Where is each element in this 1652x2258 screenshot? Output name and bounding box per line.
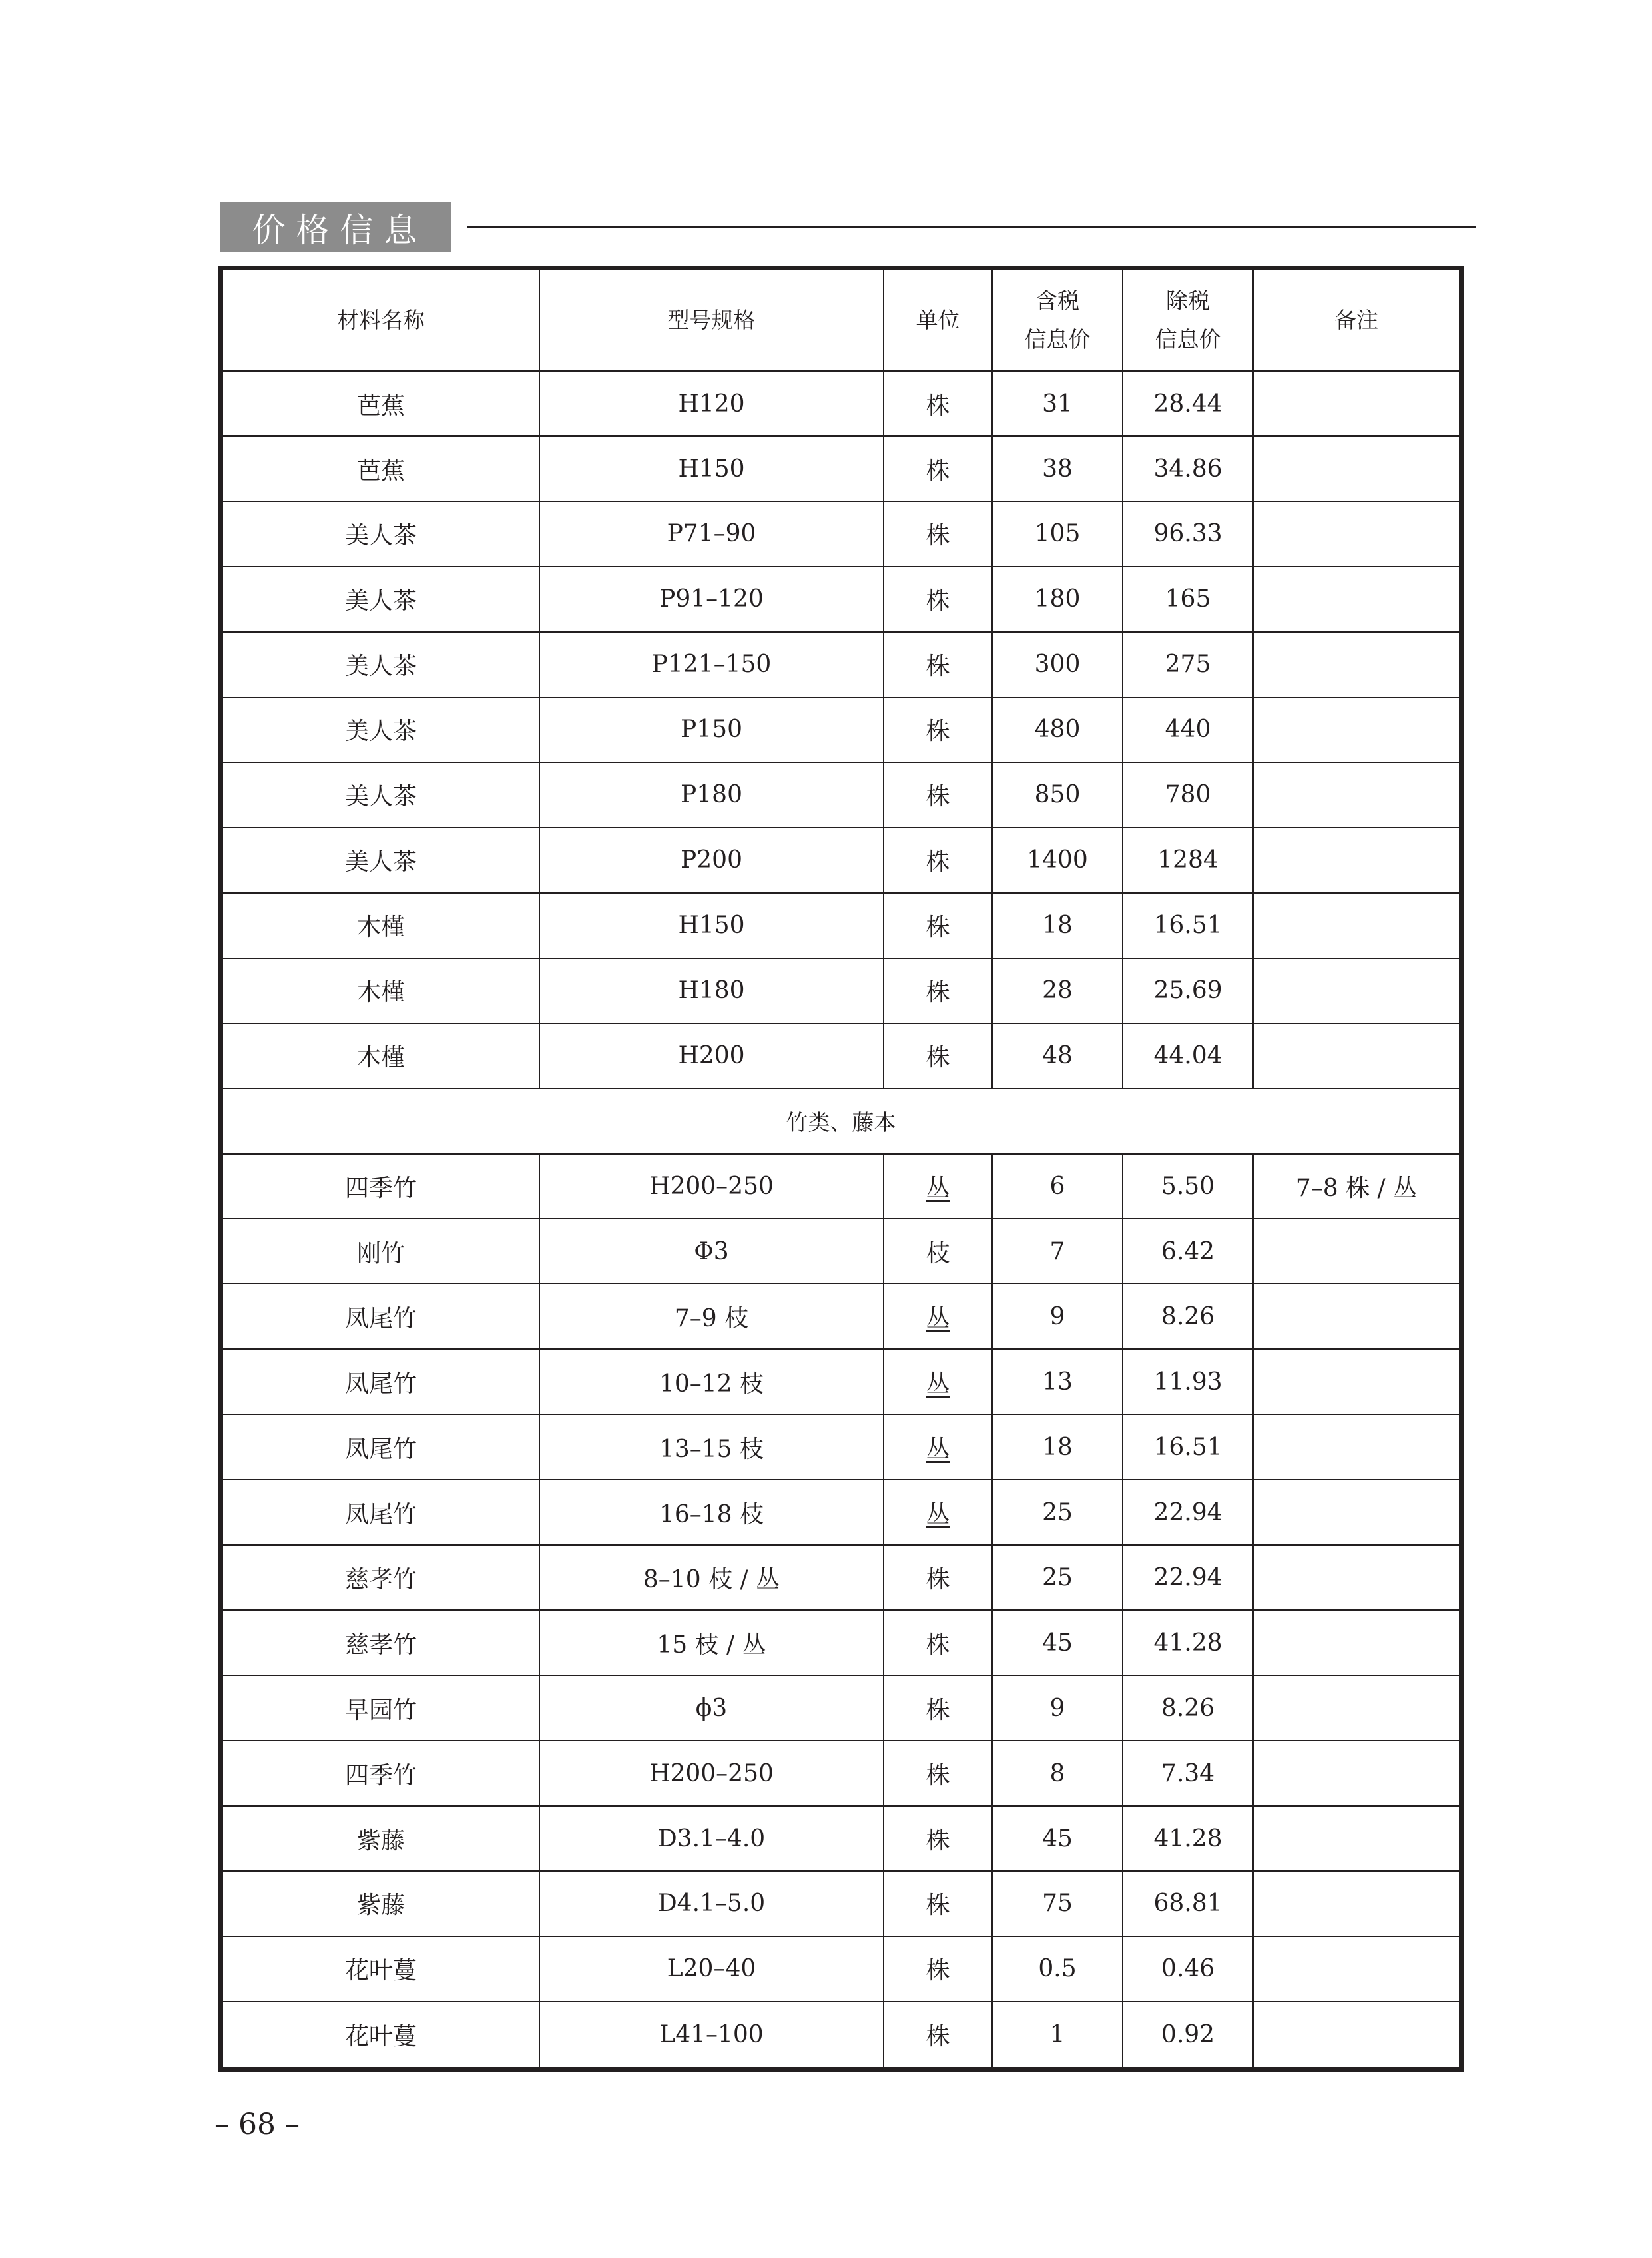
cell-unit: 株 — [884, 567, 992, 632]
price-table — [223, 270, 1459, 2067]
cell-name: 美人茶 — [223, 501, 539, 567]
cell-tax-excl: 7.34 — [1123, 1741, 1253, 1806]
cell-remark — [1253, 632, 1459, 697]
cell-spec: P200 — [539, 828, 884, 893]
cell-name: 凤尾竹 — [223, 1349, 539, 1414]
cell-remark — [1253, 1414, 1459, 1480]
table-row — [223, 1871, 1459, 1936]
cell-spec: 16–18 枝 — [539, 1480, 884, 1545]
cell-remark — [1253, 1610, 1459, 1675]
cell-remark — [1253, 1675, 1459, 1741]
cell-tax-incl: 18 — [992, 1414, 1123, 1480]
cell-remark — [1253, 567, 1459, 632]
cell-remark — [1253, 697, 1459, 762]
cell-name: 花叶蔓 — [223, 2002, 539, 2067]
header-tax-excl — [1123, 270, 1253, 371]
cell-spec: H200 — [539, 1023, 884, 1089]
cell-spec: H180 — [539, 958, 884, 1023]
cell-tax-excl: 275 — [1123, 632, 1253, 697]
cell-name: 凤尾竹 — [223, 1284, 539, 1349]
header-tax-incl-line2: 信息价 — [1024, 326, 1091, 353]
cell-unit: 株 — [884, 1610, 992, 1675]
cell-tax-excl: 41.28 — [1123, 1806, 1253, 1871]
cell-name: 木槿 — [223, 1023, 539, 1089]
cell-remark — [1253, 2002, 1459, 2067]
cell-unit: 株 — [884, 1023, 992, 1089]
table-row — [223, 1284, 1459, 1349]
cell-spec: L41–100 — [539, 2002, 884, 2067]
cell-spec: H150 — [539, 893, 884, 958]
cell-spec: 13–15 枝 — [539, 1414, 884, 1480]
cell-spec: D4.1–5.0 — [539, 1871, 884, 1936]
cell-spec: 7–9 枝 — [539, 1284, 884, 1349]
cell-spec: 8–10 枝 / 丛 — [539, 1545, 884, 1610]
cell-name: 芭蕉 — [223, 371, 539, 436]
cell-name: 花叶蔓 — [223, 1936, 539, 2002]
cell-name: 木槿 — [223, 958, 539, 1023]
cell-remark — [1253, 1349, 1459, 1414]
table-row — [223, 762, 1459, 828]
cell-tax-incl: 1400 — [992, 828, 1123, 893]
cell-remark — [1253, 828, 1459, 893]
header-remark: 备注 — [1253, 270, 1459, 371]
table-row — [223, 1741, 1459, 1806]
cell-unit: 株 — [884, 436, 992, 501]
cell-unit: 株 — [884, 1871, 992, 1936]
cell-remark — [1253, 1480, 1459, 1545]
table-row — [223, 371, 1459, 436]
table-row — [223, 958, 1459, 1023]
table-row — [223, 828, 1459, 893]
cell-spec: ϕ3 — [539, 1675, 884, 1741]
cell-unit: 株 — [884, 958, 992, 1023]
cell-tax-incl: 25 — [992, 1480, 1123, 1545]
cell-unit: 枝 — [884, 1219, 992, 1284]
cell-tax-excl: 0.46 — [1123, 1936, 1253, 2002]
cell-tax-excl: 6.42 — [1123, 1219, 1253, 1284]
cell-tax-excl: 165 — [1123, 567, 1253, 632]
cell-name: 凤尾竹 — [223, 1480, 539, 1545]
cell-tax-incl: 75 — [992, 1871, 1123, 1936]
table-row — [223, 1480, 1459, 1545]
cell-remark — [1253, 1936, 1459, 2002]
table-row — [223, 632, 1459, 697]
cell-unit: 株 — [884, 893, 992, 958]
cell-unit: 株 — [884, 1741, 992, 1806]
cell-spec: D3.1–4.0 — [539, 1806, 884, 1871]
table-row — [223, 1219, 1459, 1284]
cell-tax-incl: 25 — [992, 1545, 1123, 1610]
cell-unit: 丛 — [884, 1154, 992, 1219]
cell-remark — [1253, 371, 1459, 436]
section-title: 价格信息 — [220, 202, 451, 252]
cell-spec: Φ3 — [539, 1219, 884, 1284]
cell-tax-excl: 68.81 — [1123, 1871, 1253, 1936]
cell-unit: 丛 — [884, 1480, 992, 1545]
cell-tax-incl: 850 — [992, 762, 1123, 828]
cell-unit: 株 — [884, 371, 992, 436]
cell-name: 四季竹 — [223, 1741, 539, 1806]
cell-tax-excl: 41.28 — [1123, 1610, 1253, 1675]
cell-name: 美人茶 — [223, 697, 539, 762]
table-row — [223, 501, 1459, 567]
cell-tax-incl: 31 — [992, 371, 1123, 436]
cell-tax-excl: 8.26 — [1123, 1284, 1253, 1349]
table-row — [223, 893, 1459, 958]
header-name: 材料名称 — [223, 270, 539, 371]
cell-spec: H150 — [539, 436, 884, 501]
cell-tax-excl: 25.69 — [1123, 958, 1253, 1023]
cell-name: 美人茶 — [223, 828, 539, 893]
header-tax-incl — [992, 270, 1123, 371]
section-row — [223, 1089, 1459, 1154]
cell-name: 美人茶 — [223, 762, 539, 828]
cell-remark — [1253, 1545, 1459, 1610]
cell-unit: 丛 — [884, 1414, 992, 1480]
table-row — [223, 1675, 1459, 1741]
cell-name: 慈孝竹 — [223, 1610, 539, 1675]
cell-unit: 株 — [884, 1806, 992, 1871]
cell-tax-excl: 780 — [1123, 762, 1253, 828]
cell-spec: H120 — [539, 371, 884, 436]
table-row — [223, 1154, 1459, 1219]
cell-unit: 株 — [884, 632, 992, 697]
cell-tax-excl: 44.04 — [1123, 1023, 1253, 1089]
table-row — [223, 1349, 1459, 1414]
table-row — [223, 697, 1459, 762]
table-row — [223, 567, 1459, 632]
header-unit: 单位 — [884, 270, 992, 371]
cell-name: 美人茶 — [223, 632, 539, 697]
cell-tax-excl: 16.51 — [1123, 1414, 1253, 1480]
cell-tax-incl: 48 — [992, 1023, 1123, 1089]
cell-name: 木槿 — [223, 893, 539, 958]
cell-tax-incl: 13 — [992, 1349, 1123, 1414]
cell-unit: 株 — [884, 501, 992, 567]
cell-remark — [1253, 958, 1459, 1023]
cell-spec: 15 枝 / 丛 — [539, 1610, 884, 1675]
cell-tax-incl: 0.5 — [992, 1936, 1123, 2002]
cell-spec: 10–12 枝 — [539, 1349, 884, 1414]
cell-tax-incl: 180 — [992, 567, 1123, 632]
cell-remark: 7–8 株 / 丛 — [1253, 1154, 1459, 1219]
cell-tax-incl: 9 — [992, 1675, 1123, 1741]
cell-unit: 株 — [884, 697, 992, 762]
table-row — [223, 436, 1459, 501]
cell-tax-incl: 480 — [992, 697, 1123, 762]
cell-unit: 株 — [884, 1545, 992, 1610]
cell-spec: H200–250 — [539, 1741, 884, 1806]
header-rule — [467, 226, 1476, 228]
page-number: – 68 – — [214, 2108, 300, 2141]
cell-unit: 丛 — [884, 1349, 992, 1414]
cell-tax-excl: 440 — [1123, 697, 1253, 762]
header-tax-excl-line2: 信息价 — [1155, 326, 1221, 353]
price-table-frame — [218, 266, 1464, 2072]
table-header-row — [223, 270, 1459, 371]
header-spec: 型号规格 — [539, 270, 884, 371]
table-row — [223, 1936, 1459, 2002]
cell-name: 紫藤 — [223, 1871, 539, 1936]
cell-tax-excl: 96.33 — [1123, 501, 1253, 567]
table-row — [223, 1414, 1459, 1480]
cell-spec: P150 — [539, 697, 884, 762]
table-row — [223, 2002, 1459, 2067]
cell-name: 芭蕉 — [223, 436, 539, 501]
cell-name: 四季竹 — [223, 1154, 539, 1219]
cell-tax-incl: 45 — [992, 1610, 1123, 1675]
cell-tax-incl: 9 — [992, 1284, 1123, 1349]
cell-tax-incl: 300 — [992, 632, 1123, 697]
cell-tax-excl: 22.94 — [1123, 1545, 1253, 1610]
cell-name: 早园竹 — [223, 1675, 539, 1741]
cell-remark — [1253, 1741, 1459, 1806]
cell-name: 紫藤 — [223, 1806, 539, 1871]
cell-remark — [1253, 1284, 1459, 1349]
cell-tax-incl: 105 — [992, 501, 1123, 567]
cell-unit: 株 — [884, 2002, 992, 2067]
cell-spec: P91–120 — [539, 567, 884, 632]
cell-unit: 丛 — [884, 1284, 992, 1349]
section-heading: 竹类、藤本 — [223, 1089, 1459, 1154]
cell-spec: H200–250 — [539, 1154, 884, 1219]
cell-tax-incl: 8 — [992, 1741, 1123, 1806]
cell-name: 慈孝竹 — [223, 1545, 539, 1610]
table-row — [223, 1023, 1459, 1089]
cell-tax-excl: 5.50 — [1123, 1154, 1253, 1219]
cell-tax-excl: 34.86 — [1123, 436, 1253, 501]
cell-spec: L20–40 — [539, 1936, 884, 2002]
cell-tax-incl: 45 — [992, 1806, 1123, 1871]
cell-remark — [1253, 1806, 1459, 1871]
cell-tax-excl: 8.26 — [1123, 1675, 1253, 1741]
cell-tax-excl: 28.44 — [1123, 371, 1253, 436]
cell-tax-incl: 38 — [992, 436, 1123, 501]
cell-unit: 株 — [884, 828, 992, 893]
cell-tax-excl: 1284 — [1123, 828, 1253, 893]
cell-remark — [1253, 501, 1459, 567]
cell-remark — [1253, 1219, 1459, 1284]
cell-unit: 株 — [884, 1675, 992, 1741]
cell-tax-incl: 1 — [992, 2002, 1123, 2067]
cell-unit: 株 — [884, 762, 992, 828]
table-row — [223, 1806, 1459, 1871]
cell-unit: 株 — [884, 1936, 992, 2002]
cell-tax-incl: 28 — [992, 958, 1123, 1023]
cell-name: 凤尾竹 — [223, 1414, 539, 1480]
header-tax-incl-line1: 含税 — [1035, 288, 1079, 314]
cell-spec: P180 — [539, 762, 884, 828]
table-row — [223, 1610, 1459, 1675]
table-row — [223, 1545, 1459, 1610]
cell-remark — [1253, 1871, 1459, 1936]
cell-spec: P121–150 — [539, 632, 884, 697]
cell-tax-incl: 18 — [992, 893, 1123, 958]
cell-tax-excl: 22.94 — [1123, 1480, 1253, 1545]
cell-remark — [1253, 893, 1459, 958]
cell-tax-incl: 6 — [992, 1154, 1123, 1219]
cell-name: 美人茶 — [223, 567, 539, 632]
cell-tax-excl: 16.51 — [1123, 893, 1253, 958]
cell-tax-excl: 0.92 — [1123, 2002, 1253, 2067]
cell-remark — [1253, 762, 1459, 828]
cell-spec: P71–90 — [539, 501, 884, 567]
cell-tax-excl: 11.93 — [1123, 1349, 1253, 1414]
cell-name: 刚竹 — [223, 1219, 539, 1284]
cell-remark — [1253, 1023, 1459, 1089]
header-tax-excl-line1: 除税 — [1166, 288, 1210, 314]
cell-tax-incl: 7 — [992, 1219, 1123, 1284]
cell-remark — [1253, 436, 1459, 501]
